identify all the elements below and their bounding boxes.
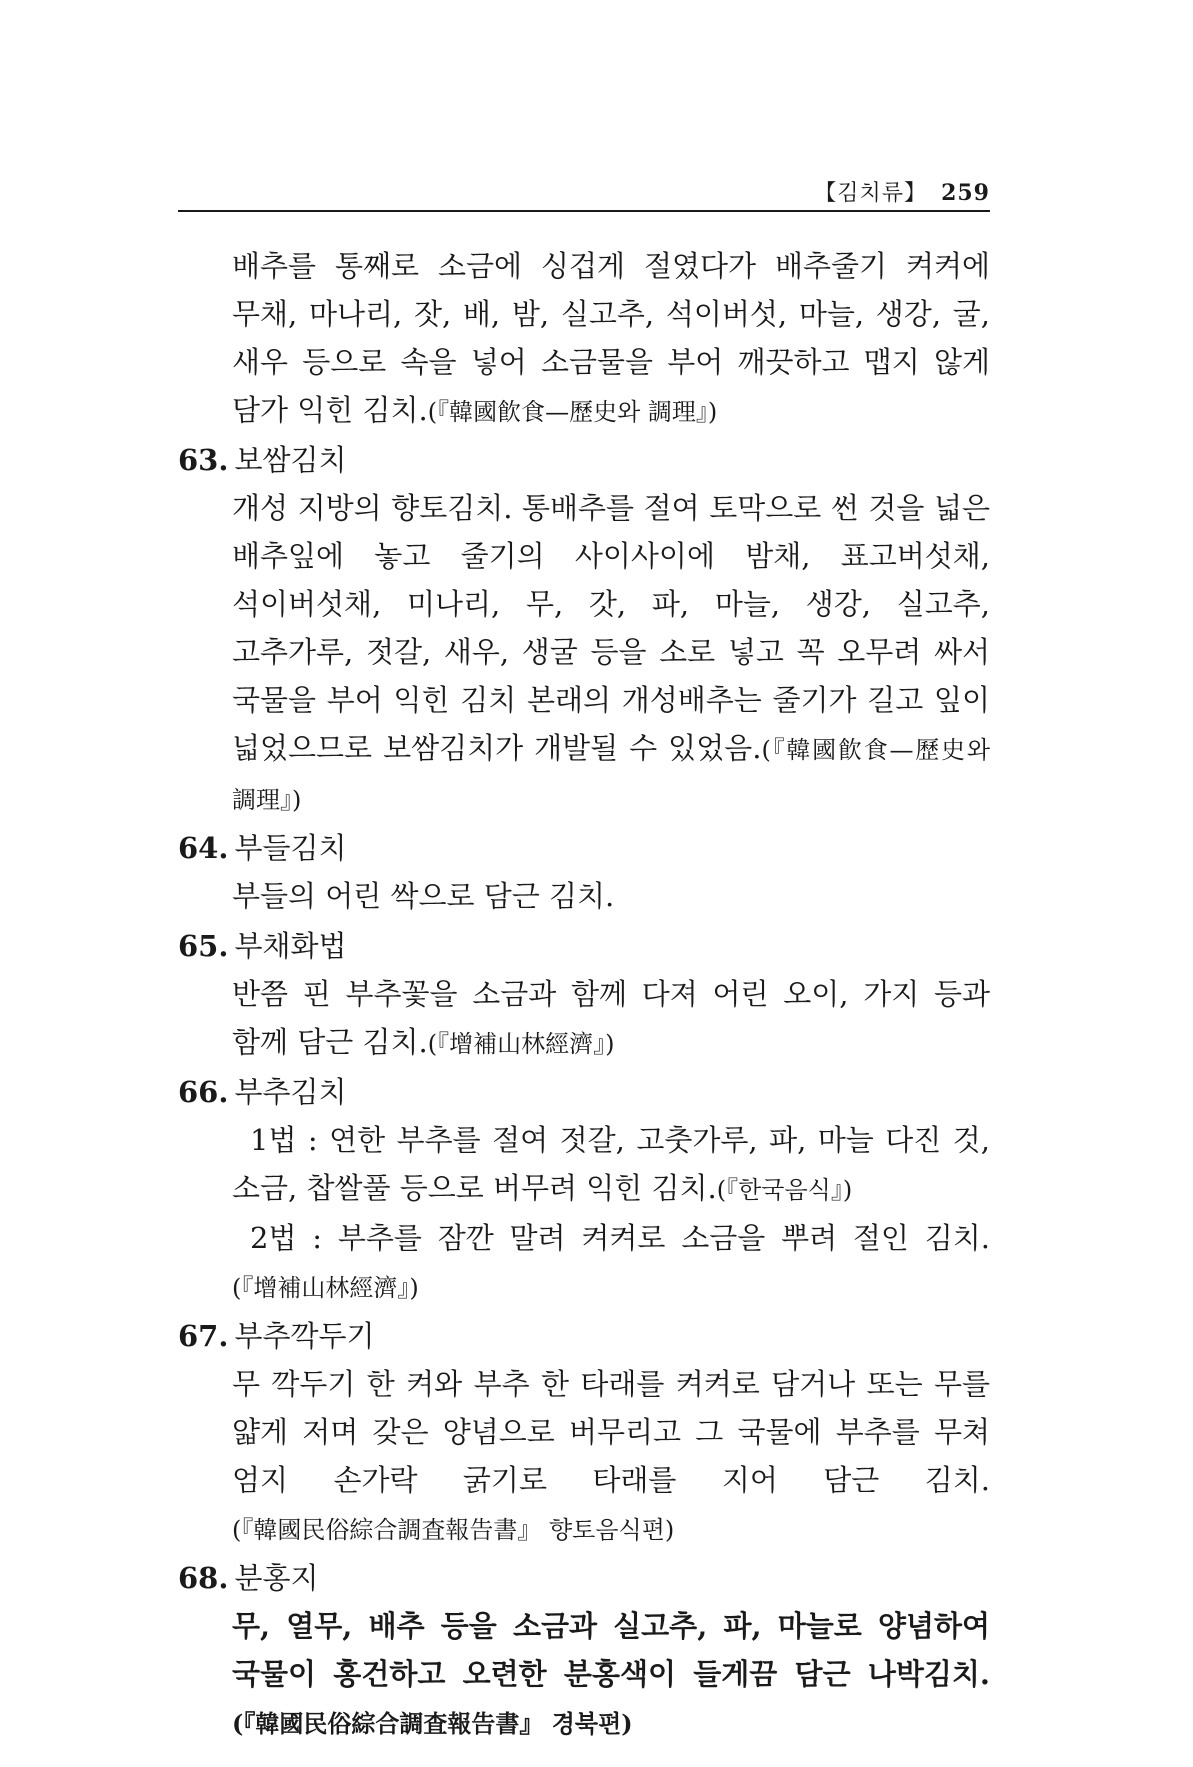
entry-title: 부채화법 [234,929,347,963]
entry-number: 65. [178,929,229,963]
citation: (『韓國民俗綜合調査報告書』 향토음식편) [232,1516,675,1544]
dictionary-entry [178,1554,990,1748]
entry-paragraph [178,1214,990,1312]
entry-heading [178,1554,990,1602]
entry-heading [178,436,990,484]
entry-heading [178,922,990,970]
dictionary-entry [178,1068,990,1312]
entry-heading [178,824,990,872]
entry-paragraph [178,1602,990,1748]
paragraph-text: 부들의 어린 싹으로 담근 김치. [232,879,615,913]
paragraph-text: 개성 지방의 향토김치. 통배추를 절여 토막으로 썬 것을 넓은 배추잎에 놓고 줄기의 사이사이에 밤채, 표고버섯채, 석이버섯채, 미나리, 무, 갓, 파, 마늘, 생강, 실고추, 고추가루, 젓갈, 새우, 생굴 등을 소로 넣고 꼭 오무려 싸서 국물을 부어 익힌 김치 본래의 개성배추는 줄기가 길고 잎이 넓었으므로 보쌈김치가 개발될 수 있었음. [232,491,990,765]
entry-paragraph [178,484,990,824]
entry-title: 분홍지 [234,1561,319,1595]
entry-title: 부추깍두기 [234,1319,375,1353]
paragraph-text: 무, 열무, 배추 등을 소금과 실고추, 파, 마늘로 양념하여 국물이 홍건하고 오련한 분홍색이 들게끔 담근 나박김치. [232,1609,990,1691]
header-text [814,176,990,207]
paragraph-text: 2법 : 부추를 잠깐 말려 켜켜로 소금을 뿌려 절인 김치. [250,1221,990,1255]
running-header [178,170,990,210]
paragraph-text: 배추를 통째로 소금에 싱겁게 절였다가 배추줄기 켜켜에 무채, 마나리, 잣, 배, 밤, 실고추, 석이버섯, 마늘, 생강, 굴, 새우 등으로 속을 넣어 소금물을 부어 깨끗하고 맵지 않게 담가 익힌 김치. [232,249,990,427]
dictionary-entry [178,1312,990,1554]
entry-paragraph [178,970,990,1068]
entry-title: 부들김치 [234,831,347,865]
dictionary-entry [178,824,990,922]
citation: (『韓國民俗綜合調査報告書』 경북편) [232,1709,633,1738]
paragraph-text: 무 깍두기 한 켜와 부추 한 타래를 켜켜로 담거나 또는 무를 얇게 저며 갖은 양념으로 버무리고 그 국물에 부추를 무쳐 엄지 손가락 굵기로 타래를 지어 담근 김치. [232,1367,990,1497]
header-rule [178,210,990,212]
entry-paragraph [178,1360,990,1554]
citation: (『韓國飮食—歷史와 調理』) [427,398,718,426]
citation: (『韓國飮食—歷史와 調理』) [232,736,990,814]
dictionary-entry [178,922,990,1068]
entry-number: 63. [178,443,229,477]
entry-title: 보쌈김치 [234,443,347,477]
entry-number: 64. [178,831,229,865]
paragraph-text: 반쯤 핀 부추꽃을 소금과 함께 다져 어린 오이, 가지 등과 함께 담근 김치. [232,977,990,1059]
entry-paragraph [178,872,990,922]
intro-paragraph [178,242,990,436]
entry-number: 68. [178,1561,229,1595]
citation: (『增補山林經濟』) [427,1030,615,1058]
citation: (『增補山林經濟』) [232,1274,419,1302]
citation: (『한국음식』) [716,1176,853,1204]
page-number: 259 [941,180,990,206]
entry-title: 부추김치 [234,1075,347,1109]
dictionary-entry [178,436,990,824]
paragraph-text: 1법 : 연한 부추를 절여 젓갈, 고춧가루, 파, 마늘 다진 것, 소금, 찹쌀풀 등으로 버무려 익힌 김치. [232,1123,990,1205]
entry-paragraph [178,1116,990,1214]
entry-number: 66. [178,1075,229,1109]
entry-heading [178,1312,990,1360]
entry-heading [178,1068,990,1116]
section-title: 【김치류】 [814,181,928,206]
entry-number: 67. [178,1319,229,1353]
page-body [178,242,990,1748]
